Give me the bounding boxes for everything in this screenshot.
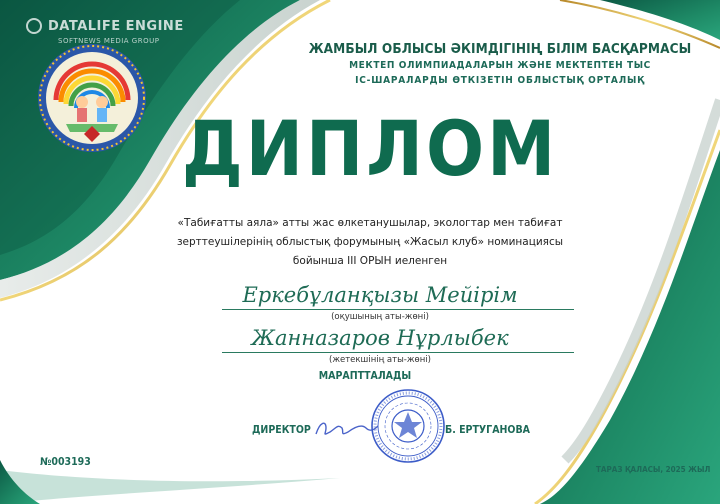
city-year: ТАРАЗ ҚАЛАСЫ, 2025 ЖЫЛ (596, 465, 711, 474)
description-line-3: бойынша III ОРЫН иеленген (292, 255, 448, 267)
teacher-caption: (жетекшінің аты-жөні) (329, 355, 431, 365)
teacher-name: Жанназаров Нұрлыбек (251, 326, 509, 350)
awarded-label: МАРАПТТАЛАДЫ (318, 370, 412, 382)
org-line-2: МЕКТЕП ОЛИМПИАДАЛАРЫН ЖӘНЕ МЕКТЕПТЕН ТЫС (349, 60, 651, 71)
description-line-1: «Табиғатты аяла» атты жас өлкетанушылар, экологтар мен табиғат (177, 217, 563, 229)
director-label: ДИРЕКТОР (252, 424, 311, 436)
org-line-3: ІС-ШАРАЛАРДЫ ӨТКІЗЕТІН ОБЛЫСТЫҚ ОРТАЛЫҚ (355, 75, 645, 86)
school-emblem-icon (36, 42, 148, 154)
diploma-title: ДИПЛОМ (181, 104, 559, 193)
recipient-name: Еркебұланқызы Мейірім (242, 283, 518, 307)
watermark-subtitle: SOFTNEWS MEDIA GROUP (58, 37, 160, 45)
teacher-underline (222, 352, 574, 353)
watermark-brand: DATALIFE ENGINE (48, 18, 184, 34)
recipient-caption: (оқушының аты-жөні) (331, 312, 429, 322)
serial-number: №003193 (40, 456, 91, 468)
recipient-underline (222, 309, 574, 310)
director-name: Б. ЕРТУГАНОВА (445, 424, 530, 436)
watermark (26, 18, 184, 34)
official-seal-icon (370, 388, 446, 464)
description-line-2: зерттеушілерінің облыстық форумының «Жасыл клуб» номинациясы (176, 236, 564, 248)
watermark-logo-icon (26, 18, 42, 34)
org-line-1: ЖАМБЫЛ ОБЛЫСЫ ӘКІМДІГІНІҢ БІЛІМ БАСҚАРМАСЫ (308, 41, 692, 57)
